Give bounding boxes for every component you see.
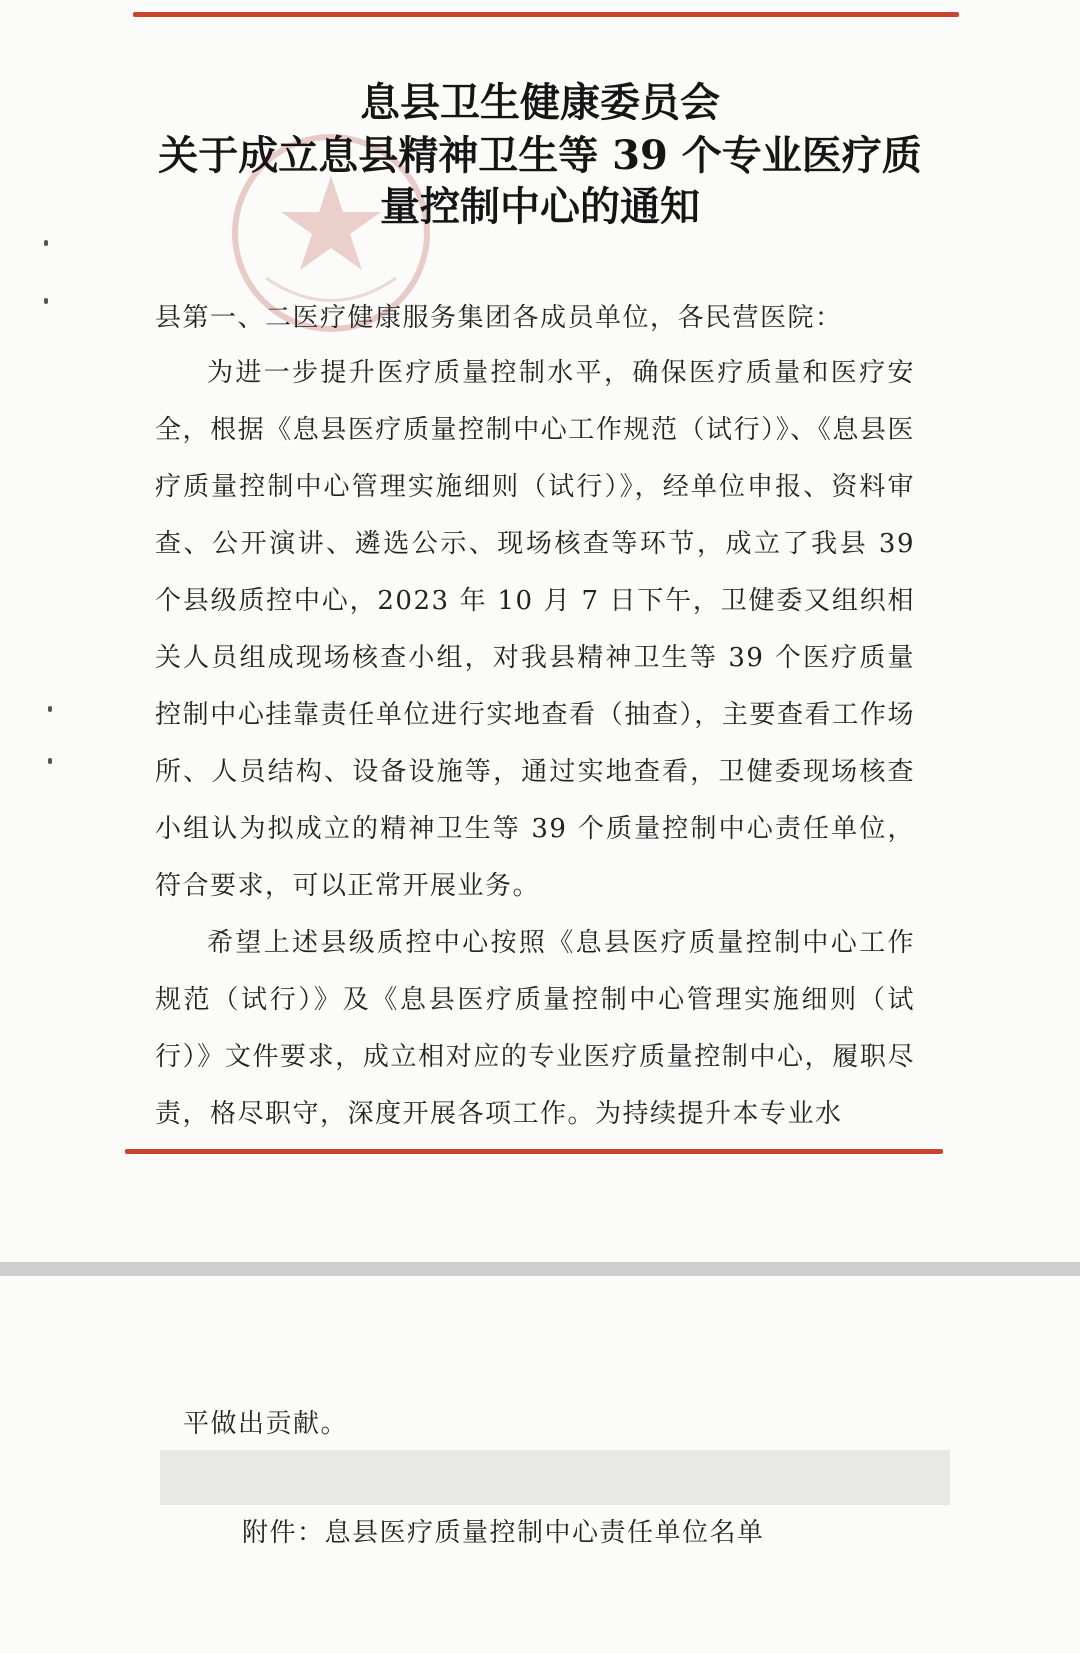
page-separator: [0, 1262, 1080, 1276]
scan-mark: [44, 240, 48, 246]
title-line-1: 息县卫生健康委员会: [360, 79, 720, 126]
title-line-2: 关于成立息县精神卫生等 39 个专业医疗质: [158, 132, 922, 179]
paragraph-2: 希望上述县级质控中心按照《息县医疗质量控制中心工作规范（试行）》及《息县医疗质量控制中心管理实施细则（试行）》文件要求，成立相对应的专业医疗质量控制中心，履职尽责，格尽职守，深度开展各项工作。为持续提升本专业水: [155, 928, 915, 1129]
header-red-rule: [133, 12, 959, 17]
scan-mark: [48, 706, 52, 712]
scan-mark: [48, 758, 52, 764]
scan-mark: [44, 298, 48, 304]
paragraph-1: 为进一步提升医疗质量控制水平，确保医疗质量和医疗安全，根据《息县医疗质量控制中心工作规范（试行）》、《息县医疗质量控制中心管理实施细则（试行）》，经单位申报、资料审查、公开演讲、遴选公示、现场核查等环节，成立了我县 39 个县级质控中心，2023 年 10 月 7 日下午，卫健委又组织相关人员组成现场核查小组，对我县精神卫生等 39 个医疗质量控制中心挂靠责任单位进行实地查看（抽查），主要查看工作场所、人员结构、设备设施等，通过实地查看，卫健委现场核查小组认为拟成立的精神卫生等 39 个质量控制中心责任单位，符合要求，可以正常开展业务。: [155, 358, 915, 901]
footer-red-rule: [125, 1149, 943, 1154]
paragraph-2-continued: 平做出贡献。: [183, 1409, 349, 1439]
title-line-3: 量控制中心的通知: [380, 183, 700, 230]
bleed-through-shadow: [160, 1440, 950, 1520]
salutation: 县第一、二医疗健康服务集团各成员单位，各民营医院：: [155, 303, 843, 333]
attachment-line: 附件：息县医疗质量控制中心责任单位名单: [242, 1518, 765, 1548]
